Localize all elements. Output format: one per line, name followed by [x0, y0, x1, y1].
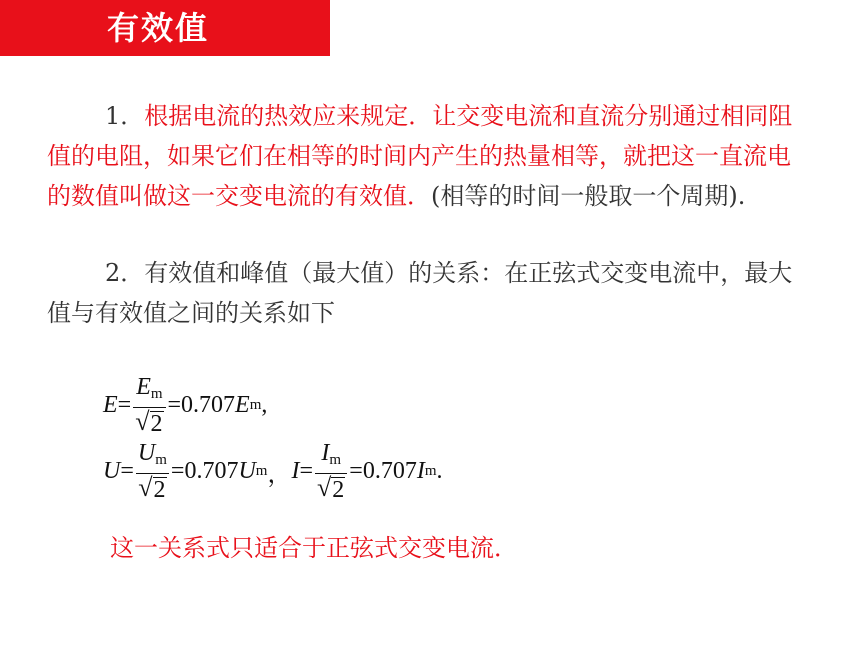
- equals-sign: =: [117, 391, 132, 418]
- formula-end: ,: [261, 391, 268, 418]
- paragraph-1-tail: (相等的时间一般取一个周期).: [431, 182, 746, 210]
- fraction-numerator: [319, 440, 343, 473]
- rhs-sub: m: [424, 462, 437, 479]
- formula-end: .: [436, 457, 443, 484]
- paragraph-1-number: 1．: [105, 102, 145, 130]
- paragraph-2-text: 有效值和峰值（最大值）的关系：在正弦式交变电流中，最大值与有效值之间的关系如下: [47, 259, 793, 327]
- rhs-var: I: [416, 457, 425, 484]
- formula-e: [103, 374, 267, 436]
- rhs-var: E: [235, 391, 250, 418]
- formula-u-i: [103, 440, 443, 502]
- radicand: 2: [153, 476, 166, 503]
- fraction-um-over-sqrt2: [136, 440, 169, 502]
- fraction-denominator: [133, 407, 165, 436]
- radicand: 2: [332, 476, 345, 503]
- coefficient: 0.707: [181, 391, 236, 418]
- sqrt-icon: √: [135, 407, 150, 436]
- formula-separator: ，: [267, 461, 292, 488]
- equals-sign: =: [120, 457, 134, 484]
- sqrt-icon: √: [317, 473, 332, 502]
- paragraph-1-definition: 根据电流的热效应来规定．让交变电流和直流分别通过相同阻值的电阻，如果它们在相等的时间内产生的热量相等，就把这一直流电的数值叫做这一交变电流的有效值．: [47, 102, 793, 210]
- fraction-em-over-sqrt2: [133, 374, 165, 436]
- numerator-sub: m: [155, 452, 167, 468]
- fraction-denominator: [315, 473, 347, 502]
- coefficient: 0.707: [184, 457, 239, 484]
- formula-u-lhs: U: [103, 457, 121, 484]
- coefficient: 0.707: [362, 457, 417, 484]
- rhs-sub: m: [249, 396, 262, 413]
- numerator-var: U: [137, 440, 156, 466]
- fraction-denominator: [136, 473, 168, 502]
- numerator-var: I: [321, 440, 330, 466]
- equals-sign: =: [299, 457, 314, 484]
- formula-i-lhs: I: [291, 457, 300, 484]
- page-title: 有效值: [107, 9, 210, 47]
- fraction-numerator: [134, 374, 164, 407]
- paragraph-2: [47, 253, 813, 333]
- applicability-note: 这一关系式只适合于正弦式交变电流．: [110, 534, 518, 562]
- equals-sign: =: [167, 391, 182, 418]
- radicand: 2: [150, 410, 163, 437]
- rhs-var: U: [238, 457, 256, 484]
- equals-sign: =: [170, 457, 185, 484]
- sqrt-icon: √: [138, 473, 153, 502]
- fraction-numerator: [136, 440, 169, 473]
- numerator-var: E: [136, 374, 151, 400]
- equals-sign: =: [349, 457, 363, 484]
- numerator-sub: m: [329, 452, 341, 468]
- paragraph-2-number: 2．: [105, 259, 145, 287]
- rhs-sub: m: [255, 462, 268, 479]
- numerator-sub: m: [150, 386, 163, 402]
- fraction-im-over-sqrt2: [315, 440, 347, 502]
- formula-e-lhs: E: [103, 391, 118, 418]
- paragraph-1: [47, 96, 813, 216]
